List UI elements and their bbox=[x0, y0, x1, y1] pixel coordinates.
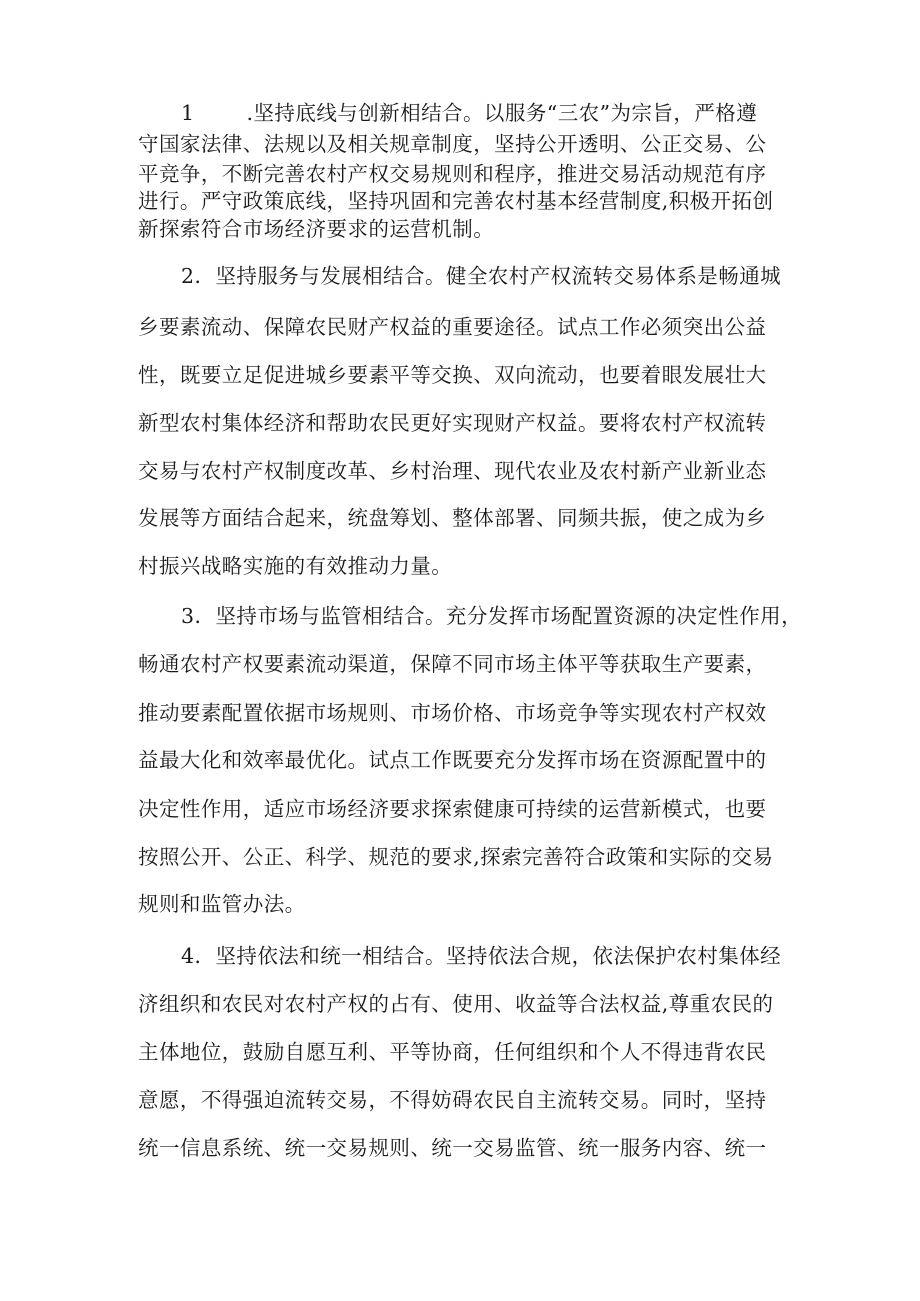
paragraph-2-line-7: 村振兴战略实施的有效推动力量。 bbox=[138, 554, 453, 578]
paragraph-2-line-1: 2．坚持服务与发展相结合。健全农村产权流转交易体系是畅通城 bbox=[181, 264, 782, 288]
paragraph-3-line-7: 规则和监管办法。 bbox=[138, 892, 306, 916]
paragraph-4-line-5: 统一信息系统、统一交易规则、统一交易监管、统一服务内容、统一 bbox=[138, 1136, 767, 1160]
paragraph-1-number: 1 bbox=[181, 101, 195, 125]
paragraph-2-line-5: 交易与农村产权制度改革、乡村治理、现代农业及农村新产业新业态 bbox=[138, 459, 767, 483]
paragraph-3-line-5: 决定性作用，适应市场经济要求探索健康可持续的运营新模式，也要 bbox=[138, 797, 767, 821]
paragraph-2-line-4: 新型农村集体经济和帮助农民更好实现财产权益。要将农村产权流转 bbox=[138, 411, 767, 435]
paragraph-3-line-1: 3．坚持市场与监管相结合。充分发挥市场配置资源的决定性作用， bbox=[181, 604, 803, 628]
paragraph-3-line-2: 畅通农村产权要素流动渠道，保障不同市场主体平等获取生产要素， bbox=[138, 652, 767, 676]
paragraph-4-line-2: 济组织和农民对农村产权的占有、使用、收益等合法权益,尊重农民的 bbox=[138, 992, 774, 1016]
paragraph-1-line-4: 进行。严守政策底线，坚持巩固和完善农村基本经营制度,积极开拓创 bbox=[138, 189, 774, 213]
paragraph-4-line-3: 主体地位，鼓励自愿互利、平等协商，任何组织和个人不得违背农民 bbox=[138, 1040, 767, 1064]
paragraph-1-first-line bbox=[181, 99, 757, 127]
paragraph-3-line-3: 推动要素配置依据市场规则、市场价格、市场竞争等实现农村产权效 bbox=[138, 701, 767, 725]
paragraph-1-line-3: 平竞争，不断完善农村产权交易规则和程序，推进交易活动规范有序 bbox=[138, 162, 767, 186]
paragraph-4-line-4: 意愿，不得强迫流转交易，不得妨碍农民自主流转交易。同时，坚持 bbox=[138, 1088, 767, 1112]
paragraph-2-line-6: 发展等方面结合起来，统盘筹划、整体部署、同频共振，使之成为乡 bbox=[138, 506, 767, 530]
paragraph-3-line-6: 按照公开、公正、科学、规范的要求,探索完善符合政策和实际的交易 bbox=[138, 845, 774, 869]
paragraph-2-line-3: 性，既要立足促进城乡要素平等交换、双向流动，也要着眼发展壮大 bbox=[138, 363, 767, 387]
paragraph-1-line-2: 守国家法律、法规以及相关规章制度，坚持公开透明、公正交易、公 bbox=[138, 132, 767, 156]
paragraph-1-line-5: 新探索符合市场经济要求的运营机制。 bbox=[138, 217, 495, 241]
paragraph-4-line-1: 4．坚持依法和统一相结合。坚持依法合规，依法保护农村集体经 bbox=[181, 944, 782, 968]
paragraph-1-heading-text: .坚持底线与创新相结合。以服务“三农”为宗旨，严格遵 bbox=[246, 101, 758, 125]
paragraph-2-line-2: 乡要素流动、保障农民财产权益的重要途径。试点工作必须突出公益 bbox=[138, 315, 767, 339]
paragraph-3-line-4: 益最大化和效率最优化。试点工作既要充分发挥市场在资源配置中的 bbox=[138, 748, 767, 772]
